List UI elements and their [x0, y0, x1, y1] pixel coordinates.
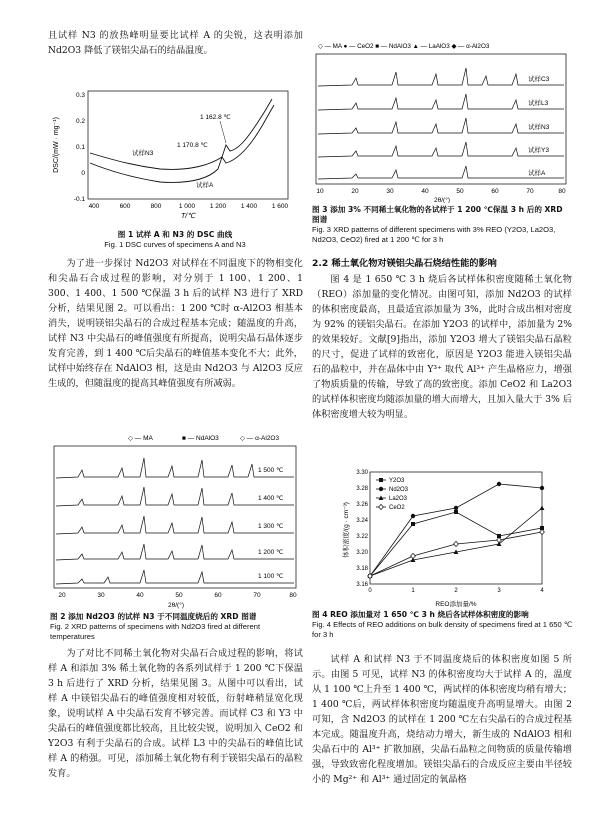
fig4-svg	[340, 468, 550, 610]
fig2-xlabel: 2θ/(°)	[168, 602, 184, 609]
fig2-xtick: 80	[289, 592, 297, 599]
fig4-data-point	[411, 514, 415, 518]
fig4-data-point	[411, 553, 416, 558]
fig1-ytick: 0	[81, 170, 85, 177]
fig1-xtick: 1 000	[178, 203, 196, 210]
fig3-xtick: 10	[316, 188, 324, 195]
fig1-label-n3: 试样N3	[132, 150, 154, 157]
fig4-legend-marker	[379, 504, 384, 509]
fig1-annot-1170: 1 170.8 ℃	[177, 142, 208, 149]
fig2-trace-label: 1 400 ℃	[258, 495, 284, 502]
fig2-trace-label: 1 500 ℃	[258, 467, 284, 474]
fig1-yticks	[74, 92, 86, 203]
fig4-ylabel: 体积密度/(g · cm⁻³)	[343, 502, 350, 558]
fig3-trace-label: 试样A	[528, 170, 546, 177]
fig1-xtick: 600	[119, 203, 131, 210]
fig3-xtick: 80	[558, 188, 566, 195]
fig2-caption-en: Fig. 2 XRD patterns of specimens with Nd2O3 fired at different temperatures	[50, 622, 261, 641]
fig3-xrd-chart	[312, 38, 572, 207]
left-para-mid: 为了进一步探讨 Nd2O3 对试样在不同温度下的物相变化和尖晶石合成过程的影响，对分别于 1 100、1 200、1 300、1 400、1 500 ℃保温 3 h 后的试样 N3 进行了 XRD 分析，结果见图 2。可以看出：1 200 ℃时 α-Al2O3 相基本消失，说明镁铝尖晶石的合成过程基本完成；随温度的升高，试样 N3 中尖晶石的峰值强度有所提高，说明尖晶石晶体逐步发育完善，到 1 400 ℃后尖晶石的峰值基本变化不大；此外，试样中始终存在 NdAlO3 相，这是由 Nd2O3 与 Al2O3 反应生成的，但随温度的提高其峰值强度有所减弱。	[48, 258, 303, 389]
fig4-data-point	[497, 537, 502, 542]
fig4-xtick-label: 3	[497, 588, 501, 594]
fig4-xtick-label: 4	[540, 588, 544, 594]
fig1-xtick: 800	[150, 203, 162, 210]
fig3-trace-labels	[528, 74, 550, 177]
fig2-trace-label: 1 100 ℃	[258, 573, 284, 580]
fig4-caption-en: Fig. 4 Effects of REO additions on bulk density of specimens fired at 1 650 ℃ for 3 h	[312, 620, 573, 639]
fig1-annot-1162-line	[220, 121, 226, 143]
fig3-caption-cn: 图 3 添加 3% 不同稀土氧化物的各试样于 1 200 ℃保温 3 h 后的 XRD 图谱	[312, 205, 563, 224]
fig1-ylabel: DSC/(mW · mg⁻¹)	[53, 117, 60, 173]
fig2-trace-labels	[258, 467, 284, 580]
fig4-xtick-label: 0	[368, 588, 372, 594]
fig3-caption-en: Fig. 3 XRD patterns of different specimens with 3% REO (Y2O3, La2O3, Nd2O3, CeO2) fired at 1 200 ℃ for 3 h	[312, 225, 556, 244]
fig4-data-point	[454, 506, 458, 510]
fig4-data-point	[411, 522, 415, 526]
fig1-xtick: 1 600	[271, 203, 289, 210]
fig2-xtick: 60	[214, 592, 222, 599]
fig4-ytick-label: 3.20	[356, 550, 368, 556]
fig1-xtick: 400	[88, 203, 100, 210]
fig1-annot-1162: 1 162.8 ℃	[200, 114, 231, 121]
fig3-trace-label: 试样Y3	[528, 147, 549, 154]
fig4-data-point	[454, 541, 459, 546]
fig1-xtick: 1 200	[209, 203, 227, 210]
fig1-curve-n3	[90, 99, 272, 169]
fig2-xtick: 70	[253, 592, 261, 599]
fig1-xticks	[89, 203, 289, 210]
fig4-legend	[376, 478, 409, 511]
left-para-bot: 为了对比不同稀土氧化物对尖晶石合成过程的影响，将试样 A 和添加 3% 稀土氧化物的各系列试样于 1 200 ℃下保温 3 h 后进行了 XRD 分析，结果见图 3。从图中可以看出，试样 A 中镁铝尖晶石的峰值强度相对较低，衍射峰稍显宽化现象，说明试样 A 中尖晶石发育不够完善。而试样 C3 和 Y3 中尖晶石的峰值强度都比较高，且比较尖锐，说明加入 CeO2 和 Y2O3 有利于尖晶石的合成。试样 L3 中的尖晶石的峰值比试样 A 的稍强。可见，添加稀土氧化物有利于镁铝尖晶石的晶粒发育。	[48, 648, 303, 779]
fig3-xticks	[316, 188, 566, 195]
fig2-xtick: 40	[136, 592, 144, 599]
left-para-top: 且试样 N3 的放热峰明显要比试样 A 的尖锐，这表明添加 Nd2O3 降低了镁铝尖晶石的结晶温度。	[48, 30, 303, 56]
fig4-density-chart	[340, 468, 550, 614]
fig4-legend-label: La2O3	[389, 496, 408, 502]
fig2-trace-label: 1 300 ℃	[258, 523, 284, 530]
fig3-trace-label: 试样N3	[528, 124, 550, 131]
fig2-xtick: 20	[58, 592, 66, 599]
fig1-xtick: 1 400	[240, 203, 258, 210]
fig4-ytick-label: 3.22	[356, 534, 368, 540]
fig4-data-point	[454, 510, 458, 514]
fig3-xlabel: 2θ/(°)	[434, 197, 450, 203]
right-para-b: 试样 A 和试样 N3 于不同温度烧后的体积密度如图 5 所示。由图 5 可见，试样 N3 的体积密度均大于试样 A 的，温度从 1 100 ℃上升至 1 400 ℃，两试样的体积密度均稍有增大；1 400 ℃后，两试样体积密度均随温度升高明显增大。由图 2 可知，含 Nd2O3 的试样在 1 200 ℃左右尖晶石的合成过程基本完成。随温度升高，烧结动力增大，新生成的 NdAlO3 相和尖晶石中的 Al³⁺ 扩散加剧，尖晶石晶粒之间物质的质量传输增强，导致致密化程度增加。镁铝尖晶石的合成反应主要由半径较小的 Mg²⁺ 和 Al³⁺ 通过固定的氧晶格	[312, 654, 572, 785]
fig2-xtick: 50	[175, 592, 183, 599]
fig1-caption-en: Fig. 1 DSC curves of specimens A and N3	[104, 240, 246, 249]
fig3-xtick: 50	[456, 188, 464, 195]
fig3-xtick: 40	[421, 188, 429, 195]
fig2-caption-cn: 图 2 添加 Nd2O3 的试样 N3 于不同温度烧后的 XRD 图谱	[50, 612, 257, 621]
fig2-xticks	[58, 592, 297, 599]
fig3-trace-label: 试样C3	[528, 76, 550, 83]
fig2-legend	[128, 435, 279, 442]
fig1-caption-cn: 图 1 试样 A 和 N3 的 DSC 曲线	[117, 230, 233, 239]
fig4-data-point	[540, 486, 544, 490]
fig4-ytick-label: 3.24	[356, 518, 368, 524]
fig3-xtick: 20	[351, 188, 359, 195]
fig4-ytick-label: 3.30	[356, 470, 368, 476]
fig3-xtick: 30	[386, 188, 394, 195]
fig3-legend: ◇ — MA ● — CeO2 ■ — NdAlO3 ▲ — LaAlO3 ◆ — α-Al2O3	[318, 43, 490, 50]
fig4-caption-cn: 图 4 REO 添加量对 1 650 ℃ 3 h 烧后各试样体积密度的影响	[312, 610, 529, 619]
fig1-ytick: 0.1	[75, 144, 85, 151]
fig4-ytick-label: 3.28	[356, 486, 368, 492]
fig4-xticks	[368, 588, 544, 594]
fig1-dsc-chart	[50, 85, 300, 234]
fig4-data-point	[540, 529, 545, 534]
fig1-label-a: 试样A	[196, 182, 214, 189]
fig2-legend-item: ◇ — α-Al2O3	[240, 435, 280, 442]
fig4-legend-marker	[379, 487, 383, 491]
fig1-ytick: 0.3	[75, 92, 85, 99]
fig4-legend-label: Y2O3	[389, 478, 405, 484]
section-heading: 2.2 稀土氧化物对镁铝尖晶石烧结性能的影响	[312, 258, 497, 269]
fig2-traces	[56, 458, 294, 584]
fig4-data-point	[497, 482, 501, 486]
fig4-xlabel: REO添加量/%	[435, 601, 477, 608]
fig1-xlabel: T/℃	[180, 213, 196, 220]
fig4-legend-label: Nd2O3	[389, 487, 409, 493]
fig2-trace-label: 1 200 ℃	[258, 549, 284, 556]
fig4-legend-label: CeO2	[389, 505, 405, 511]
fig4-ytick-label: 3.26	[356, 502, 368, 508]
fig2-xtick: 30	[97, 592, 105, 599]
fig1-ytick: 0.2	[75, 118, 85, 125]
fig4-ytick-label: 3.18	[356, 566, 368, 572]
fig3-trace-label: 试样L3	[528, 100, 549, 107]
fig2-legend-item: ■ — NdAlO3	[182, 435, 219, 442]
fig4-data-point	[540, 505, 545, 510]
fig2-xrd-chart	[48, 430, 306, 614]
fig4-legend-marker	[379, 478, 383, 482]
fig3-xtick: 60	[491, 188, 499, 195]
fig4-xtick-label: 1	[411, 588, 415, 594]
fig1-ytick: -0.1	[73, 196, 85, 203]
fig4-ytick-label: 3.16	[356, 582, 368, 588]
fig3-xtick: 70	[526, 188, 534, 195]
fig2-legend-item: ◇ — MA	[128, 435, 153, 442]
fig4-yticks	[356, 470, 368, 588]
fig3-frame	[316, 54, 566, 184]
fig4-xtick-label: 2	[454, 588, 458, 594]
right-para-a: 图 4 是 1 650 ℃ 3 h 烧后各试样体积密度随稀土氧化物（REO）添加量的变化情况。由图可知，添加 Nd2O3 的试样的体积密度最高，且最适宜添加量为 3%，此时合成出相对密度为 92% 的镁铝尖晶石。在添加 Y2O3 的试样中，添加量为 2% 的效果较好。文献[9]指出，添加 Y2O3 增大了镁铝尖晶石晶粒的尺寸，促进了试样的致密化，原因是 Y2O3 能进入镁铝尖晶石的晶粒中，并在晶体中由 Y³⁺ 取代 Al³⁺ 产生晶格应力，增强了物质质量的传输，导致了高的致密度。添加 CeO2 和 La2O3 的试样体积密度均随添加量的增大而增大，且加入量大于 3% 后体积密度增大较为明显。	[312, 274, 572, 420]
